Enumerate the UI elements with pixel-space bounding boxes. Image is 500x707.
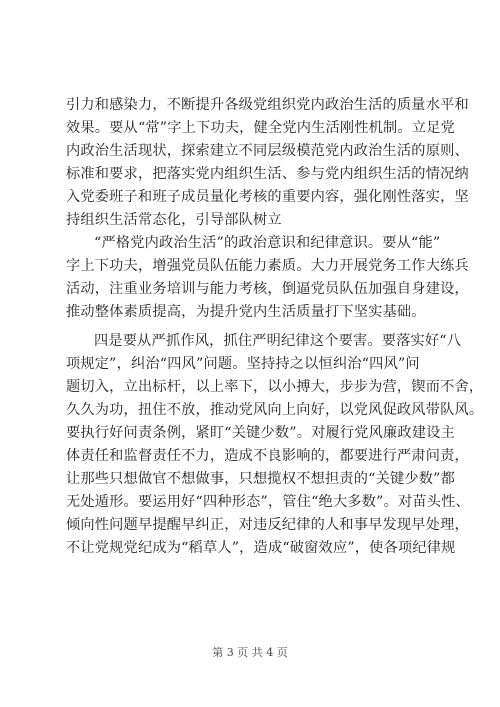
text-line: 久久为功，扭住不放，推动党风向上向好，以党风促政风带队风。 <box>66 402 484 418</box>
text-line: 内政治生活现状，探索建立不同层级模范党内政治生活的原则、 <box>66 143 469 159</box>
text-line: 推动整体素质提高，为提升党内生活质量打下坚实基础。 <box>66 304 426 320</box>
text-line: “严格党内政治生活”的政治意识和纪律意识。要从“能” <box>94 235 441 251</box>
page-footer: 第 3 页 共 4 页 <box>212 646 288 659</box>
text-line: 入党委班子和班子成员量化考核的重要内容，强化刚性落实，坚 <box>66 189 469 205</box>
text-line: 不让党规党纪成为“稻草人”，造成“破窗效应”，使各项纪律规 <box>66 540 456 556</box>
text-line: 四是要从严抓作风，抓住严明纪律这个要害。要落实好“八 <box>94 333 462 349</box>
text-line: 持组织生活常态化，引导部队树立 <box>66 212 282 228</box>
text-line: 引力和感染力，不断提升各级党组织党内政治生活的质量水平和 <box>66 97 469 113</box>
text-line: 要执行好问责条例，紧盯“关键少数”。对履行党风廉政建设主 <box>66 425 455 441</box>
text-line: 题切入，立出标杆，以上率下，以小搏大，步步为营，锲而不舍， <box>66 379 484 395</box>
body-text <box>66 94 484 560</box>
text-line: 倾向性问题早提醒早纠正，对违反纪律的人和事早发现早处理， <box>66 517 469 533</box>
text-line: 项规定”，纠治“四风”问题。坚持持之以恒纠治“四风”问 <box>66 356 420 372</box>
text-line: 体责任和监督责任不力，造成不良影响的，都要进行严肃问责， <box>66 448 469 464</box>
text-line: 无处遁形。要运用好“四种形态”，管住“绝大多数”。对苗头性、 <box>66 494 470 510</box>
text-line: 字上下功夫，增强党员队伍能力素质。大力开展党务工作大练兵 <box>66 258 469 274</box>
text-line: 让那些只想做官不想做事，只想揽权不想担责的“关键少数”都 <box>66 471 455 487</box>
text-line: 活动，注重业务培训与能力考核，倒逼党员队伍加强自身建设， <box>66 281 469 297</box>
text-line: 效果。要从“常”字上下功夫，健全党内生活刚性机制。立足党 <box>66 120 455 136</box>
text-line: 标准和要求，把落实党内组织生活、参与党内组织生活的情况纳 <box>66 166 469 182</box>
